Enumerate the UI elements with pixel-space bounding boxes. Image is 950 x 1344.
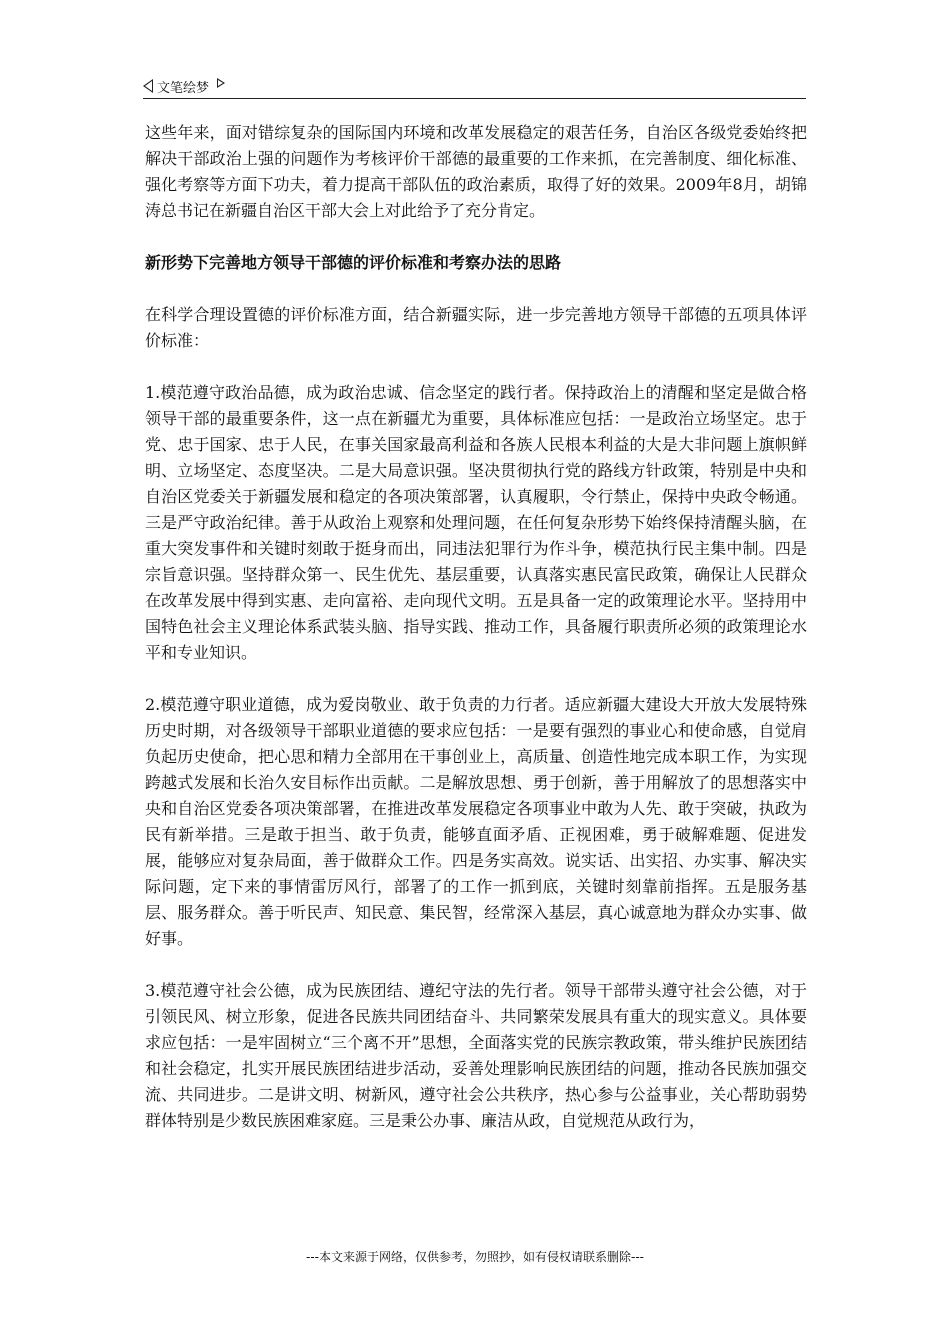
page-header	[143, 74, 806, 99]
section-heading: 新形势下完善地方领导干部德的评价标准和考察办法的思路	[145, 253, 562, 272]
paragraph-standards-intro: 在科学合理设置德的评价标准方面，结合新疆实际，进一步完善地方领导干部德的五项具体评价标准：	[145, 305, 807, 350]
paragraph-social-morality: 3.模范遵守社会公德，成为民族团结、遵纪守法的先行者。领导干部带头遵守社会公德，对于引领民风、树立形象，促进各民族共同团结奋斗、共同繁荣发展具有重大的现实意义。具体要求应包括：一是牢固树立“三个离不开”思想，全面落实党的民族宗教政策，带头维护民族团结和社会稳定，扎实开展民族团结进步活动，妥善处理影响民族团结的问题，推动各民族加强交流、共同进步。二是讲文明、树新风，遵守社会公共秩序，热心参与公益事业，关心帮助弱势群体特别是少数民族困难家庭。三是秉公办事、廉洁从政，自觉规范从政行为，	[145, 981, 807, 1130]
triangle-right-icon	[217, 78, 225, 88]
paragraph-political-morality: 1.模范遵守政治品德，成为政治忠诚、信念坚定的践行者。保持政治上的清醒和坚定是做合格领导干部的最重要条件，这一点在新疆尤为重要，具体标准应包括：一是政治立场坚定。忠于党、忠于国家、忠于人民，在事关国家最高利益和各族人民根本利益的大是大非问题上旗帜鲜明、立场坚定、态度坚决。二是大局意识强。坚决贯彻执行党的路线方针政策，特别是中央和自治区党委关于新疆发展和稳定的各项决策部署，认真履职，令行禁止，保持中央政令畅通。三是严守政治纪律。善于从政治上观察和处理问题，在任何复杂形势下始终保持清醒头脑，在重大突发事件和关键时刻敢于挺身而出，同违法犯罪行为作斗争，模范执行民主集中制。四是宗旨意识强。坚持群众第一、民生优先、基层重要，认真落实惠民富民政策，确保让人民群众在改革发展中得到实惠、走向富裕、走向现代文明。五是具备一定的政策理论水平。坚持用中国特色社会主义理论体系武装头脑、指导实践、推动工作，具备履行职责所必须的政策理论水平和专业知识。	[145, 383, 807, 662]
triangle-left-icon	[143, 79, 153, 93]
footer-notice: ---本文来源于网络，仅供参考，勿照抄，如有侵权请联系删除---	[306, 1250, 644, 1264]
brand-label: 文笔绘梦	[157, 80, 210, 96]
paragraph-professional-ethics: 2.模范遵守职业道德，成为爱岗敬业、敢于负责的力行者。适应新疆大建设大开放大发展特殊历史时期，对各级领导干部职业道德的要求应包括：一是要有强烈的事业心和使命感，自觉肩负起历史使命，把心思和精力全部用在干事创业上，高质量、创造性地完成本职工作，为实现跨越式发展和长治久安目标作出贡献。二是解放思想、勇于创新，善于用解放了的思想落实中央和自治区党委各项决策部署，在推进改革发展稳定各项事业中敢为人先、敢于突破，执政为民有新举措。三是敢于担当、敢于负责，能够直面矛盾、正视困难，勇于破解难题、促进发展，能够应对复杂局面，善于做群众工作。四是务实高效。说实话、出实招、办实事、解决实际问题，定下来的事情雷厉风行，部署了的工作一抓到底，关键时刻靠前指挥。五是服务基层、服务群众。善于听民声、知民意、集民智，经常深入基层，真心诚意地为群众办实事、做好事。	[145, 695, 807, 948]
paragraph-intro: 这些年来，面对错综复杂的国际国内环境和改革发展稳定的艰苦任务，自治区各级党委始终把解决干部政治上强的问题作为考核评价干部德的最重要的工作来抓，在完善制度、细化标准、强化考察等方面下功夫，着力提高干部队伍的政治素质，取得了好的效果。2009年8月，胡锦涛总书记在新疆自治区干部大会上对此给予了充分肯定。	[145, 123, 807, 220]
article-body	[145, 120, 807, 1160]
